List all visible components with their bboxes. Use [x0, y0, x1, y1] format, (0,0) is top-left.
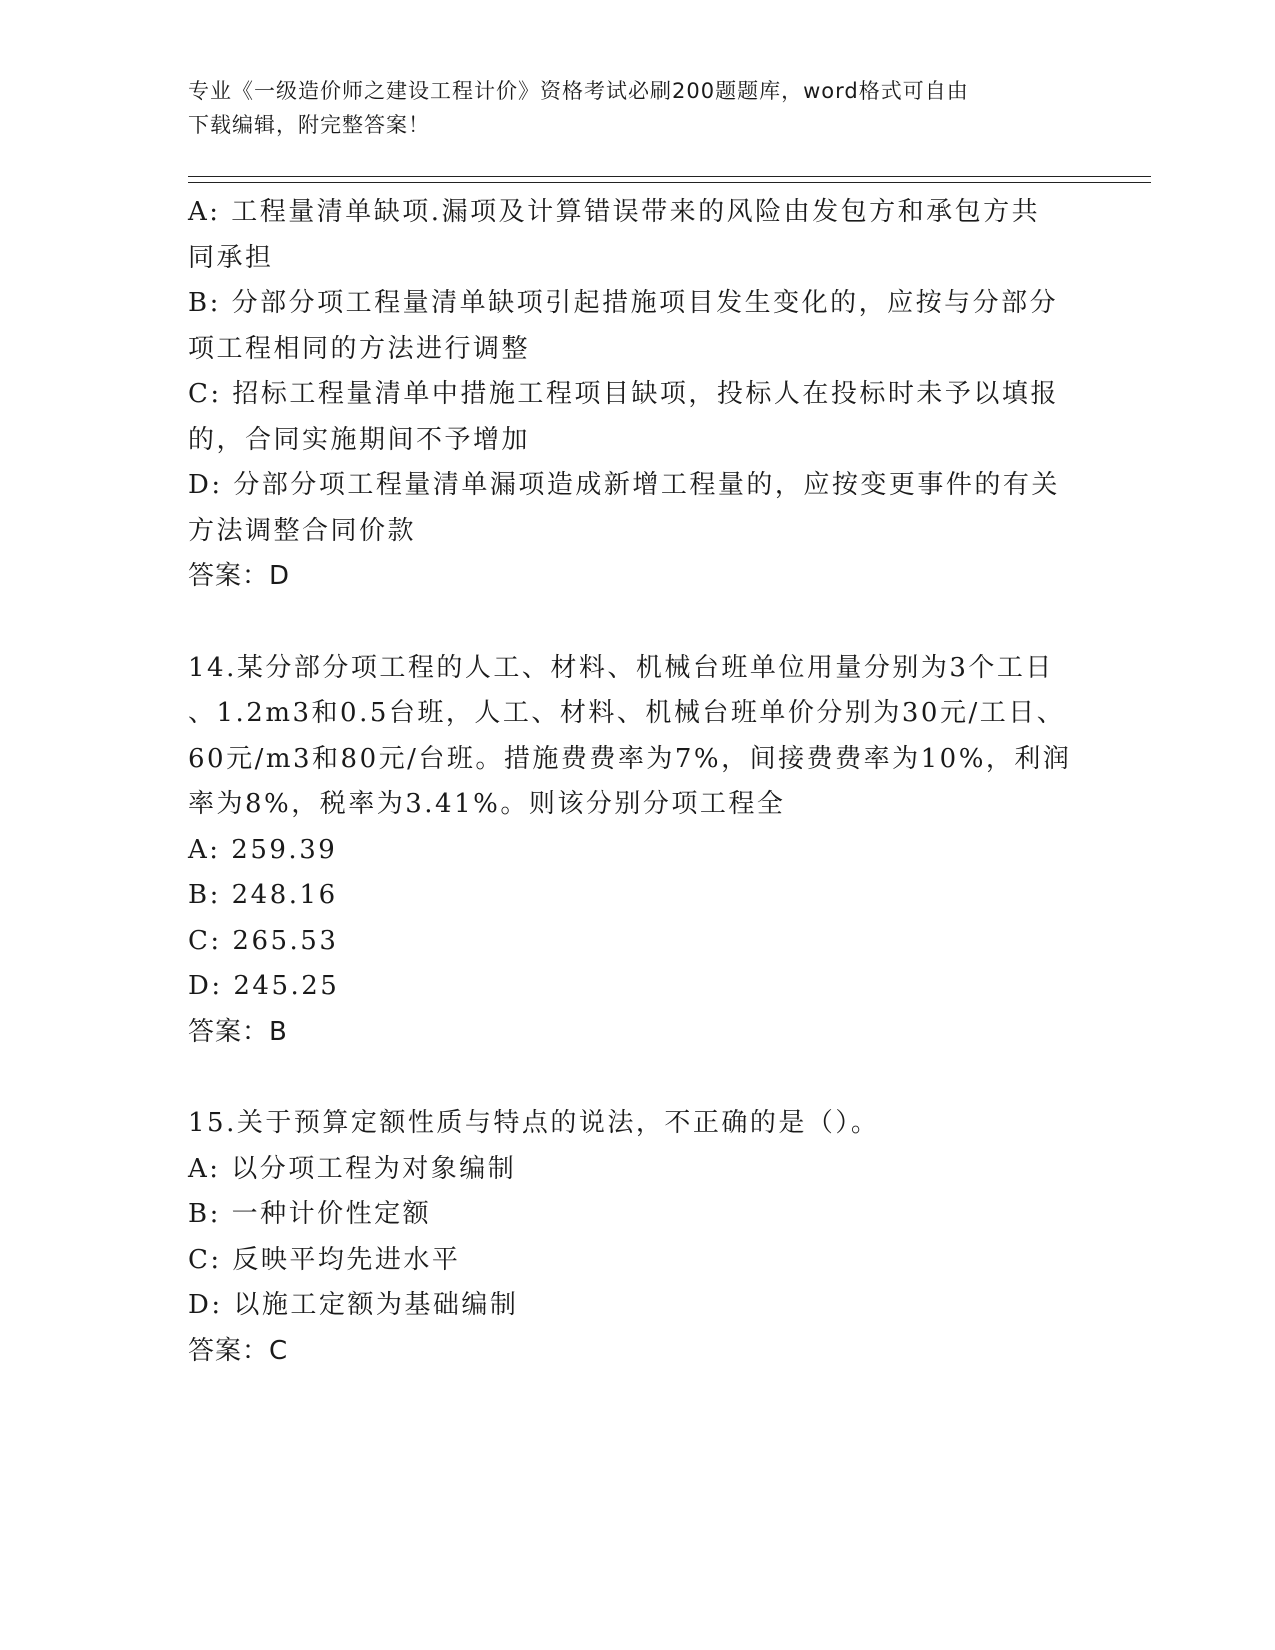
option-d-line-2: 方法调整合同价款 [188, 515, 417, 546]
option-c-line-1: C: 招标工程量清单中措施工程项目缺项，投标人在投标时未予以填报 [188, 379, 1059, 409]
question-14 [188, 646, 1088, 1056]
question-15-stem: 15.关于预算定额性质与特点的说法，不正确的是（）。 [188, 1108, 880, 1138]
answer-15: 答案：C [188, 1335, 289, 1366]
option-b: B: 一种计价性定额 [188, 1199, 432, 1229]
option-c-line-2: 的，合同实施期间不予增加 [188, 424, 531, 455]
option-b: B: 248.16 [188, 880, 338, 910]
header-divider-top [188, 176, 1151, 177]
header-line-2: 下载编辑，附完整答案！ [188, 113, 430, 137]
spacer [188, 1055, 1088, 1101]
question-14-stem-line-1: 14.某分部分项工程的人工、材料、机械台班单位用量分别为3个工日 [188, 652, 1054, 683]
option-b-line-1: B: 分部分项工程量清单缺项引起措施项目发生变化的，应按与分部分 [188, 288, 1059, 318]
option-a-line-2: 同承担 [188, 242, 274, 273]
question-13 [188, 190, 1088, 600]
question-15 [188, 1101, 1088, 1374]
question-list [188, 190, 1088, 1374]
question-14-stem-line-4: 率为8%，税率为3.41%。则该分别分项工程全 [188, 789, 786, 819]
header-line-1: 专业《一级造价师之建设工程计价》资格考试必刷200题题库，word格式可自由 [188, 79, 969, 103]
option-a: A: 以分项工程为对象编制 [188, 1153, 517, 1184]
option-b-line-2: 项工程相同的方法进行调整 [188, 333, 531, 364]
option-a: A: 259.39 [188, 834, 338, 865]
question-14-stem-line-3: 60元/m3和80元/台班。措施费费率为7%，间接费费率为10%，利润 [188, 743, 1072, 774]
question-14-stem-line-2: 、1.2m3和0.5台班，人工、材料、机械台班单价分别为30元/工日、 [188, 698, 1066, 728]
option-c: C: 265.53 [188, 925, 339, 956]
option-d-line-1: D: 分部分项工程量清单漏项造成新增工程量的，应按变更事件的有关 [188, 470, 1060, 500]
spacer [188, 600, 1088, 646]
header-divider-bottom [188, 182, 1151, 183]
option-c: C: 反映平均先进水平 [188, 1244, 461, 1275]
option-a-line-1: A: 工程量清单缺项.漏项及计算错误带来的风险由发包方和承包方共 [188, 197, 1041, 227]
option-d: D: 245.25 [188, 971, 340, 1001]
answer-14: 答案：B [188, 1016, 288, 1047]
answer-13: 答案：D [188, 561, 291, 591]
document-header [188, 74, 1088, 142]
option-d: D: 以施工定额为基础编制 [188, 1290, 519, 1320]
